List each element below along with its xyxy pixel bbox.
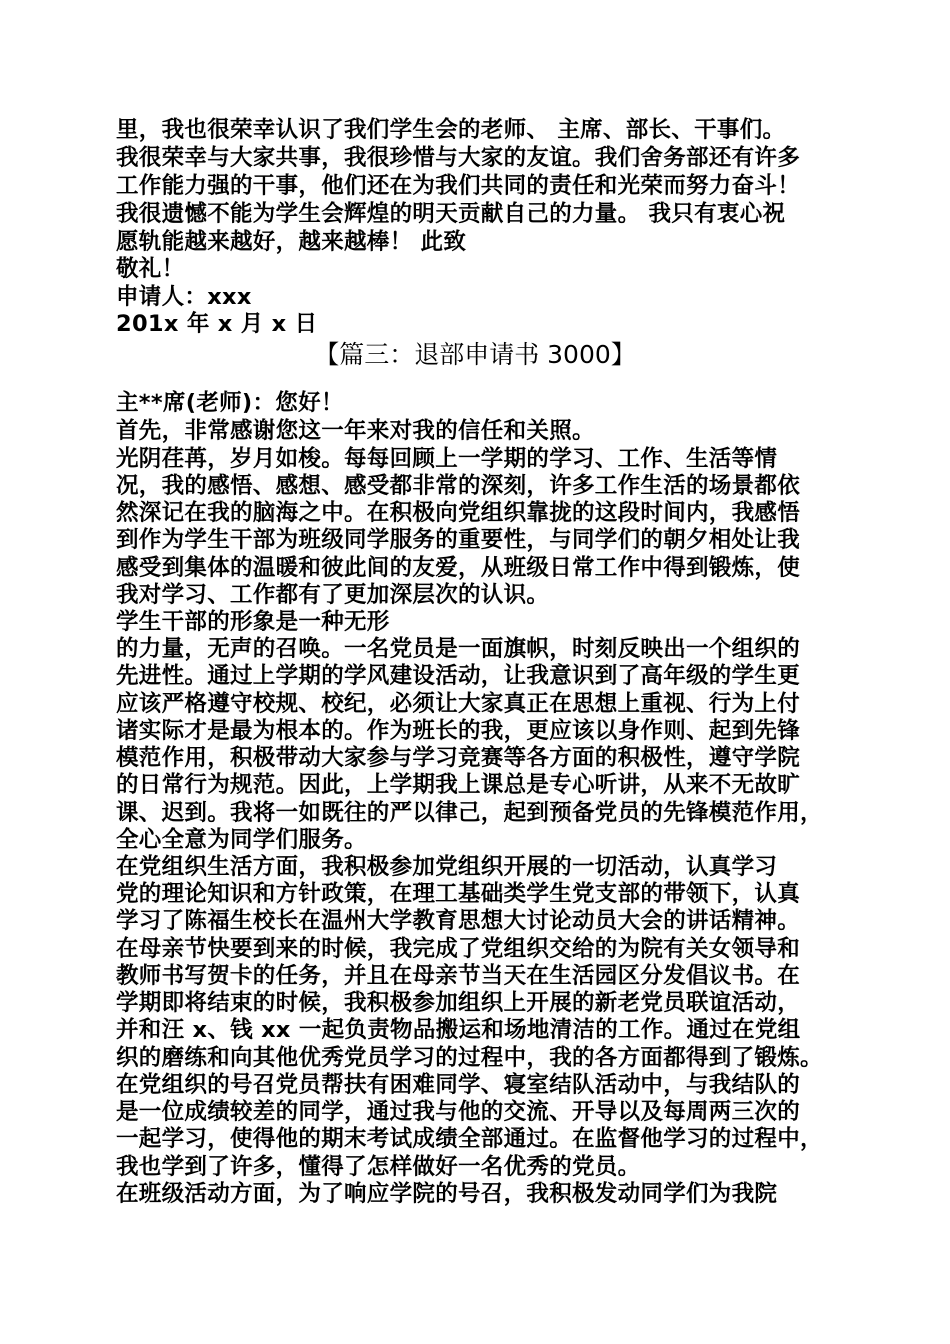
text-line: 学期即将结束的时候，我积极参加组织上开展的新老党员联谊活动， bbox=[116, 990, 801, 1016]
text-line: 教师书写贺卡的任务，并且在母亲节当天在生活园区分发倡议书。在 bbox=[116, 963, 801, 989]
text-line: 的日常行为规范。因此，上学期我上课总是专心听讲，从来不无故旷 bbox=[116, 772, 801, 798]
text-line: 感受到集体的温暖和彼此间的友爱，从班级日常工作中得到锻炼，使 bbox=[116, 555, 801, 581]
text-line: 并和汪 x、钱 xx 一起负责物品搬运和场地清洁的工作。通过在党组 bbox=[116, 1017, 801, 1043]
text-line: 的力量，无声的召唤。一名党员是一面旗帜，时刻反映出一个组织的 bbox=[116, 636, 801, 662]
text-line: 首先，非常感谢您这一年来对我的信任和关照。 bbox=[116, 418, 595, 444]
text-line: 里，我也很荣幸认识了我们学生会的老师、 主席、部长、干事们。 bbox=[116, 117, 786, 143]
text-line: 到作为学生干部为班级同学服务的重要性，与同学们的朝夕相处让我 bbox=[116, 527, 801, 553]
text-line: 在班级活动方面，为了响应学院的号召，我积极发动同学们为我院 bbox=[116, 1181, 778, 1207]
greeting-line: 主**席(老师)：您好！ bbox=[116, 390, 344, 416]
text-line: 况，我的感悟、感想、感受都非常的深刻，许多工作生活的场景都依 bbox=[116, 473, 801, 499]
text-line: 全心全意为同学们服务。 bbox=[116, 827, 367, 853]
text-line: 党的理论知识和方针政策，在理工基础类学生党支部的带领下，认真 bbox=[116, 881, 801, 907]
text-line: 课、迟到。我将一如既往的严以律己，起到预备党员的先锋模范作用， bbox=[116, 800, 823, 826]
text-line: 先进性。通过上学期的学风建设活动，让我意识到了高年级的学生更 bbox=[116, 663, 801, 689]
text-line: 我很荣幸与大家共事，我很珍惜与大家的友谊。我们舍务部还有许多 bbox=[116, 145, 801, 171]
text-line: 诸实际才是最为根本的。作为班长的我，更应该以身作则、起到先锋 bbox=[116, 718, 801, 744]
text-line: 模范作用，积极带动大家参与学习竞赛等各方面的积极性，遵守学院 bbox=[116, 745, 801, 771]
text-line: 光阴荏苒，岁月如梭。每每回顾上一学期的学习、工作、生活等情 bbox=[116, 446, 778, 472]
salutation: 敬礼！ bbox=[116, 256, 185, 282]
text-line: 一起学习，使得他的期末考试成绩全部通过。在监督他学习的过程中， bbox=[116, 1126, 823, 1152]
text-line: 学习了陈福生校长在温州大学教育思想大讨论动员大会的讲话精神。 bbox=[116, 908, 801, 934]
text-line: 织的磨练和向其他优秀党员学习的过程中，我的各方面都得到了锻炼。 bbox=[116, 1045, 823, 1071]
text-line: 学生干部的形象是一种无形 bbox=[116, 609, 390, 635]
text-line: 然深记在我的脑海之中。在积极向党组织靠拢的这段时间内，我感悟 bbox=[116, 500, 801, 526]
text-line: 是一位成绩较差的同学，通过我与他的交流、开导以及每周两三次的 bbox=[116, 1099, 801, 1125]
text-line: 我也学到了许多，懂得了怎样做好一名优秀的党员。 bbox=[116, 1154, 641, 1180]
section-title: 【篇三：退部申请书 3000】 bbox=[314, 340, 636, 369]
text-line: 应该严格遵守校规、校纪，必须让大家真正在思想上重视、行为上付 bbox=[116, 691, 801, 717]
text-line: 在母亲节快要到来的时候，我完成了党组织交给的为院有关女领导和 bbox=[116, 936, 801, 962]
text-line: 我对学习、工作都有了更加深层次的认识。 bbox=[116, 582, 550, 608]
applicant-line: 申请人：xxx bbox=[116, 284, 252, 310]
text-line: 在党组织生活方面，我积极参加党组织开展的一切活动，认真学习 bbox=[116, 854, 778, 880]
text-line: 在党组织的号召党员帮扶有困难同学、寝室结队活动中，与我结队的 bbox=[116, 1072, 801, 1098]
text-line: 我很遗憾不能为学生会辉煌的明天贡献自己的力量。 我只有衷心祝 bbox=[116, 201, 786, 227]
text-line: 愿轨能越来越好，越来越棒！ 此致 bbox=[116, 229, 467, 255]
text-line: 工作能力强的干事，他们还在为我们共同的责任和光荣而努力奋斗！ bbox=[116, 173, 801, 199]
date-line: 201x 年 x 月 x 日 bbox=[116, 311, 318, 337]
